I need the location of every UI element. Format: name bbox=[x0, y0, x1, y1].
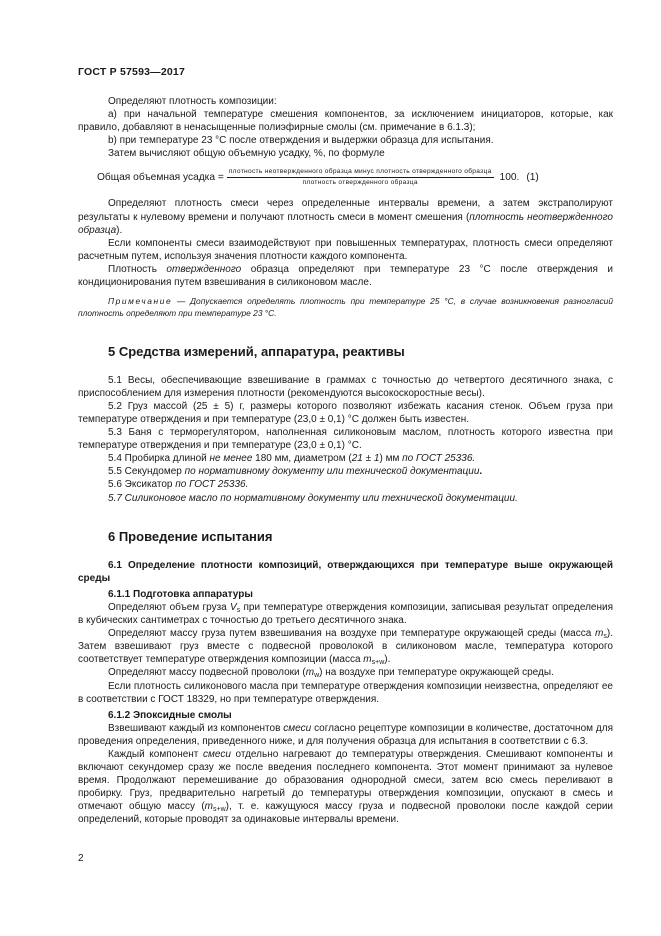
italic-run: m bbox=[305, 667, 315, 679]
paragraph-6-1-1-b bbox=[78, 627, 613, 666]
text-run: ). Затем взвешивают груз вместе с подвесной проволокой в силиконовом масле, температура которого соответствует температуре отверждения композиции (масса bbox=[78, 628, 613, 666]
italic-run: m bbox=[595, 628, 604, 640]
text-run: 5.5 Секундомер bbox=[108, 466, 185, 478]
formula-multiplier: 100. bbox=[499, 172, 520, 184]
italic-run: по ГОСТ 25336. bbox=[175, 479, 249, 491]
item-5-1: 5.1 Весы, обеспечивающие взвешивание в граммах с точностью до четвертого десятичного знака, с приспособлением для измерения плотности (рекомендуются высокоскоростные весы). bbox=[78, 374, 613, 399]
item-5-5 bbox=[78, 465, 613, 478]
section-6-title: 6 Проведение испытания bbox=[108, 528, 273, 544]
intro-item-a: a) при начальной температуре смешения компонентов, за исключением инициаторов, которые, как правило, добавляют в ненасыщенные полиэфирные смолы (см. примечание в 6.1.3); bbox=[78, 109, 613, 134]
subscript-run: s bbox=[603, 633, 607, 641]
italic-run: m bbox=[363, 654, 372, 666]
section-5-title: 5 Средства измерений, аппаратура, реактивы bbox=[108, 343, 405, 359]
subsection-6-1-2-title: 6.1.2 Эпоксидные смолы bbox=[108, 709, 232, 721]
italic-run: m bbox=[204, 801, 214, 813]
intro-item-b: b) при температуре 23 °C после отверждения и выдержки образца для испытания. bbox=[108, 135, 494, 147]
formula-label: Общая объемная усадка = bbox=[97, 172, 224, 184]
density-paragraph-3 bbox=[78, 263, 613, 289]
text-run: Определяют плотность смеси через определенные интервалы времени, а затем экстраполируют результаты к нулевому времени и получают плотность смеси в момент смешения ( bbox=[78, 198, 613, 223]
italic-run: 21 ± 1 bbox=[351, 453, 380, 465]
italic-run: не менее bbox=[209, 453, 253, 465]
paragraph-6-1-1-c bbox=[78, 666, 613, 679]
paragraph-6-1-2-a bbox=[78, 722, 613, 748]
text-run: Взвешивают каждый из компонентов bbox=[108, 722, 284, 734]
text-run: Определяют массу подвесной проволоки ( bbox=[108, 667, 306, 679]
text-run: Определяют массу груза путем взвешивания на воздухе при температуре окружающей среды (масса bbox=[108, 628, 596, 640]
subscript-run: s+w bbox=[371, 659, 385, 667]
formula-denominator: плотность отвержденного образца bbox=[302, 179, 418, 187]
text-run: Каждый компонент bbox=[108, 748, 204, 760]
subsection-6-1-title: 6.1 Определение плотности композиций, отверждающихся при температуре выше окружающей среды bbox=[78, 559, 613, 584]
text-run: . bbox=[479, 466, 483, 478]
text-run: согласно рецептуре композиции в количестве, достаточном для проведения определения, приведенного ниже, и для получения образца для испытания в соответствии с 6.3. bbox=[78, 722, 613, 747]
subscript-run: w bbox=[314, 672, 320, 680]
italic-run: смеси bbox=[203, 748, 231, 760]
intro-formula-lead: Затем вычисляют общую объемную усадку, %, по формуле bbox=[108, 148, 385, 160]
density-paragraph-2: Если компоненты смеси взаимодействуют при повышенных температурах, плотность смеси определяют расчетным путем, используя значения плотности каждого компонента. bbox=[78, 237, 613, 262]
item-5-3: 5.3 Баня с терморегулятором, наполненная силиконовым маслом, плотность которого известна при температуре отверждения и при температуре (23,0 ± 0,1) °C. bbox=[78, 427, 613, 452]
document-header: ГОСТ Р 57593—2017 bbox=[78, 66, 186, 78]
note-paragraph bbox=[78, 296, 613, 320]
subscript-run: s bbox=[236, 606, 241, 614]
formula-1 bbox=[97, 168, 613, 187]
text-run: отдельно нагревают до температуры отверждения. Смешивают компоненты и включают секундомер сразу же после введения последнего компонента. Этот момент принимают за нулевое время. Продолжают перемешивание до образования однородной смеси, затем всю смесь переливают в пробирку. Груз, предварительно нагретый до температуры отверждения композиции, опускают в смесь и отмечают общую массу ( bbox=[78, 748, 613, 813]
italic-run: плотность неотвержденного образца bbox=[78, 211, 613, 236]
page-number: 2 bbox=[78, 853, 84, 864]
text-run: ). bbox=[116, 224, 123, 236]
document-body bbox=[78, 95, 613, 827]
formula-number: (1) bbox=[526, 172, 539, 184]
item-5-4 bbox=[78, 452, 613, 465]
text-run: ). bbox=[384, 654, 391, 666]
item-5-6 bbox=[78, 478, 613, 491]
formula-numerator: плотность неотвержденного образца минус плотность отвержденного образца bbox=[227, 168, 494, 178]
note-text: — Допускается определять плотность при температуре 25 °C, в случае возникновения разногласий плотность определяют при температуре 23 °C. bbox=[78, 296, 613, 318]
italic-run: по ГОСТ 25336. bbox=[402, 453, 476, 465]
italic-run: по нормативному документу или технической документации bbox=[184, 466, 480, 478]
formula-fraction bbox=[227, 168, 494, 187]
item-5-2: 5.2 Груз массой (25 ± 5) г, размеры которого позволяют избежать касания стенок. Объем груза при температуре отверждения и при температуре (23,0 ± 0,1) °C должен быть известен. bbox=[78, 400, 613, 425]
italic-run: V bbox=[230, 601, 237, 613]
item-5-7 bbox=[78, 492, 613, 505]
text-run: 5.4 Пробирка длиной bbox=[108, 453, 210, 465]
text-run: при температуре отверждения композиции, записывая результат определения в кубических сантиметрах с точностью до третьего десятичного знака. bbox=[78, 601, 613, 627]
text-run: ) мм bbox=[379, 453, 403, 465]
intro-paragraph: Определяют плотность композиции: bbox=[108, 96, 277, 107]
note-label: Примечание bbox=[108, 296, 173, 307]
text-run: Плотность bbox=[108, 263, 167, 275]
paragraph-6-1-2-b bbox=[78, 748, 613, 827]
text-run: ) на воздухе при температуре окружающей среды. bbox=[319, 667, 554, 679]
text-run: 180 мм, диаметром ( bbox=[252, 453, 352, 465]
italic-run: 5.7 Силиконовое масло по нормативному документу или технической документации. bbox=[108, 492, 518, 504]
italic-run: смеси bbox=[283, 722, 312, 734]
paragraph-6-1-1-a bbox=[78, 601, 613, 627]
italic-run: отвержденного bbox=[166, 263, 242, 275]
paragraph-6-1-1-d: Если плотность силиконового масла при температуре отверждения композиции неизвестна, определяют ее в соответствии с ГОСТ 18329, но при температуре отверждения. bbox=[78, 680, 613, 705]
text-run: Определяют объем груза bbox=[108, 601, 231, 613]
density-paragraph-1 bbox=[78, 197, 613, 236]
text-run: 5.6 Эксикатор bbox=[108, 479, 176, 491]
text-run: образца определяют при температуре 23 °C после отверждения и кондиционирования путем взвешивания в силиконовом масле. bbox=[78, 263, 613, 289]
text-run: ), т. е. кажущуюся массу груза и подвесной проволоки после каждой серии определений, которые проводят за одинаковые интервалы времени. bbox=[78, 801, 613, 826]
subsection-6-1-1-title: 6.1.1 Подготовка аппаратуры bbox=[108, 588, 253, 600]
subscript-run: s+w bbox=[213, 806, 226, 814]
